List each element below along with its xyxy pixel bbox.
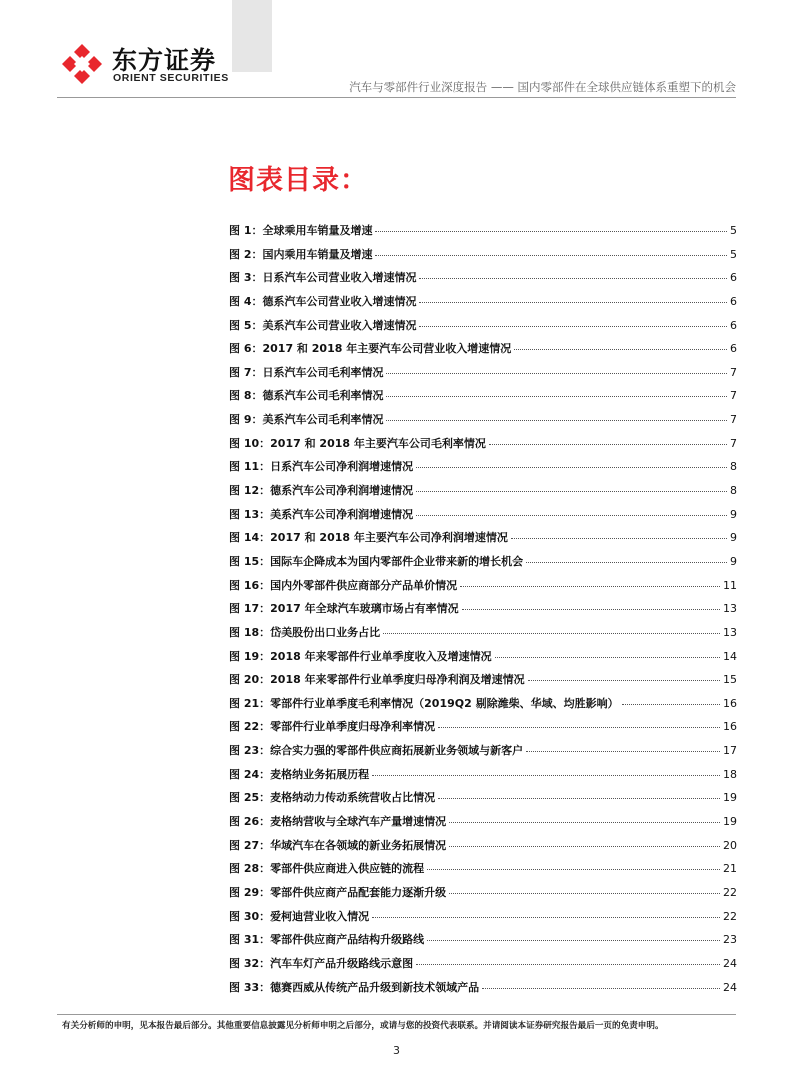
toc-entry-label: 图 9：美系汽车公司毛利率情况 xyxy=(229,413,384,427)
toc-entry-label: 图 27：华域汽车在各领域的新业务拓展情况 xyxy=(229,838,447,852)
toc-entry-label: 图 21：零部件行业单季度毛利率情况（2019Q2 剔除潍柴、华域、均胜影响） xyxy=(229,696,619,710)
toc-entry-page: 13 xyxy=(723,602,737,616)
toc-leader-dots xyxy=(386,395,727,397)
toc-entry-label: 图 19：2018 年来零部件行业单季度收入及增速情况 xyxy=(229,649,492,663)
toc-entry[interactable] xyxy=(229,671,737,695)
toc-entry-label: 图 3：日系汽车公司营业收入增速情况 xyxy=(229,271,417,285)
toc-entry-label: 图 5：美系汽车公司营业收入增速情况 xyxy=(229,318,417,332)
toc-entry-label: 图 2：国内乘用车销量及增速 xyxy=(229,247,373,261)
toc-entry-label: 图 6：2017 和 2018 年主要汽车公司营业收入增速情况 xyxy=(229,342,512,356)
toc-entry-label: 图 31：零部件供应商产品结构升级路线 xyxy=(229,933,425,947)
page-title: 图表目录： xyxy=(228,165,368,196)
toc-entry-page: 13 xyxy=(723,625,737,639)
toc-entry-label: 图 15：国际车企降成本为国内零部件企业带来新的增长机会 xyxy=(229,554,524,568)
toc-entry-page: 24 xyxy=(723,956,737,970)
toc-leader-dots xyxy=(449,845,720,847)
toc-entry[interactable] xyxy=(229,648,737,672)
toc-entry[interactable] xyxy=(229,931,737,955)
toc-entry[interactable] xyxy=(229,979,737,1003)
toc-entry-label: 图 17：2017 年全球汽车玻璃市场占有率情况 xyxy=(229,602,459,616)
footer-divider xyxy=(57,1014,736,1015)
toc-entry-label: 图 11：日系汽车公司净利润增速情况 xyxy=(229,460,414,474)
toc-leader-dots xyxy=(419,301,727,303)
page-number: 3 xyxy=(393,1044,400,1057)
toc-entry-page: 19 xyxy=(723,815,737,829)
toc-entry-label: 图 12：德系汽车公司净利润增速情况 xyxy=(229,484,414,498)
toc-leader-dots xyxy=(528,679,720,681)
toc-leader-dots xyxy=(460,585,720,587)
toc-leader-dots xyxy=(416,466,727,468)
toc-entry[interactable] xyxy=(229,553,737,577)
toc-entry[interactable] xyxy=(229,884,737,908)
toc-entry[interactable] xyxy=(229,577,737,601)
toc-entry-label: 图 25：麦格纳动力传动系统营收占比情况 xyxy=(229,791,436,805)
toc-entry-label: 图 10：2017 和 2018 年主要汽车公司毛利率情况 xyxy=(229,436,486,450)
toc-entry-label: 图 4：德系汽车公司营业收入增速情况 xyxy=(229,294,417,308)
footer-disclaimer: 有关分析师的申明，见本报告最后部分。其他重要信息披露见分析师申明之后部分，或请与您的投资代表联系。并请阅读本证券研究报告最后一页的免责申明。 xyxy=(62,1021,664,1031)
toc-entry[interactable] xyxy=(229,458,737,482)
toc-entry[interactable] xyxy=(229,269,737,293)
toc-leader-dots xyxy=(622,703,720,705)
toc-leader-dots xyxy=(386,372,727,374)
header-divider xyxy=(57,97,736,98)
toc-leader-dots xyxy=(526,561,727,563)
toc-entry-page: 5 xyxy=(730,247,737,261)
toc-entry-label: 图 18：岱美股份出口业务占比 xyxy=(229,625,381,639)
toc-leader-dots xyxy=(383,632,720,634)
toc-leader-dots xyxy=(489,443,727,445)
toc-entry-page: 8 xyxy=(730,484,737,498)
toc-entry-label: 图 30：爱柯迪营业收入情况 xyxy=(229,909,370,923)
toc-entry-page: 7 xyxy=(730,436,737,450)
toc-entry-page: 9 xyxy=(730,507,737,521)
toc-entry-page: 18 xyxy=(723,767,737,781)
toc-entry-label: 图 23：综合实力强的零部件供应商拓展新业务领域与新客户 xyxy=(229,744,524,758)
toc-leader-dots xyxy=(427,939,720,941)
toc-entry-page: 9 xyxy=(730,554,737,568)
toc-leader-dots xyxy=(419,277,727,279)
report-header-title: 汽车与零部件行业深度报告 —— 国内零部件在全球供应链体系重塑下的机会 xyxy=(349,80,736,94)
toc-entry[interactable] xyxy=(229,246,737,270)
toc-entry-page: 19 xyxy=(723,791,737,805)
toc-entry-page: 6 xyxy=(730,342,737,356)
toc-entry-page: 9 xyxy=(730,531,737,545)
toc-entry-label: 图 7：日系汽车公司毛利率情况 xyxy=(229,365,384,379)
toc-entry-label: 图 8：德系汽车公司毛利率情况 xyxy=(229,389,384,403)
toc-leader-dots xyxy=(462,608,720,610)
toc-entry-page: 6 xyxy=(730,318,737,332)
toc-leader-dots xyxy=(416,514,727,516)
toc-leader-dots xyxy=(372,774,720,776)
toc-entry-page: 20 xyxy=(723,838,737,852)
toc-entry[interactable] xyxy=(229,860,737,884)
toc-leader-dots xyxy=(416,963,720,965)
toc-leader-dots xyxy=(526,750,720,752)
toc-entry-label: 图 22：零部件行业单季度归母净利率情况 xyxy=(229,720,436,734)
toc-entry-label: 图 29：零部件供应商产品配套能力逐渐升级 xyxy=(229,885,447,899)
toc-entry[interactable] xyxy=(229,600,737,624)
figure-table-of-contents xyxy=(229,222,737,1002)
toc-entry[interactable] xyxy=(229,387,737,411)
toc-entry-page: 5 xyxy=(730,224,737,237)
toc-entry-label: 图 28：零部件供应商进入供应链的流程 xyxy=(229,862,425,876)
toc-leader-dots xyxy=(386,419,727,421)
toc-entry-page: 21 xyxy=(723,862,737,876)
toc-entry-page: 8 xyxy=(730,460,737,474)
toc-leader-dots xyxy=(495,656,720,658)
header-accent-block xyxy=(232,0,272,72)
toc-leader-dots xyxy=(375,254,727,256)
toc-entry[interactable] xyxy=(229,718,737,742)
toc-entry[interactable] xyxy=(229,955,737,979)
toc-entry-page: 15 xyxy=(723,673,737,687)
toc-leader-dots xyxy=(514,348,727,350)
logo-english-text: ORIENT SECURITIES xyxy=(113,72,229,84)
company-logo xyxy=(60,40,230,90)
toc-entry[interactable] xyxy=(229,411,737,435)
toc-leader-dots xyxy=(375,230,727,232)
toc-entry-page: 6 xyxy=(730,271,737,285)
toc-leader-dots xyxy=(511,537,727,539)
toc-entry-label: 图 13：美系汽车公司净利润增速情况 xyxy=(229,507,414,521)
toc-entry[interactable] xyxy=(229,813,737,837)
toc-leader-dots xyxy=(449,821,720,823)
toc-leader-dots xyxy=(449,892,720,894)
toc-entry-page: 22 xyxy=(723,909,737,923)
toc-entry-page: 22 xyxy=(723,885,737,899)
toc-entry-label: 图 1：全球乘用车销量及增速 xyxy=(229,224,373,237)
toc-entry[interactable] xyxy=(229,766,737,790)
logo-chinese-text: 东方证券 xyxy=(112,46,217,75)
toc-entry-label: 图 32：汽车车灯产品升级路线示意图 xyxy=(229,956,414,970)
toc-entry[interactable] xyxy=(229,222,737,246)
toc-entry[interactable] xyxy=(229,482,737,506)
toc-entry-label: 图 20：2018 年来零部件行业单季度归母净利润及增速情况 xyxy=(229,673,525,687)
toc-entry-page: 7 xyxy=(730,365,737,379)
toc-leader-dots xyxy=(438,797,720,799)
toc-entry-page: 16 xyxy=(723,696,737,710)
toc-entry[interactable] xyxy=(229,789,737,813)
toc-leader-dots xyxy=(416,490,727,492)
toc-entry[interactable] xyxy=(229,435,737,459)
toc-entry[interactable] xyxy=(229,364,737,388)
toc-entry-page: 7 xyxy=(730,389,737,403)
toc-entry-label: 图 14：2017 和 2018 年主要汽车公司净利润增速情况 xyxy=(229,531,508,545)
toc-entry[interactable] xyxy=(229,506,737,530)
toc-leader-dots xyxy=(419,325,727,327)
toc-leader-dots xyxy=(427,868,720,870)
toc-entry[interactable] xyxy=(229,624,737,648)
toc-entry[interactable] xyxy=(229,340,737,364)
orient-securities-logo-icon xyxy=(60,42,104,86)
toc-entry[interactable] xyxy=(229,317,737,341)
toc-leader-dots xyxy=(372,916,720,918)
toc-entry-page: 24 xyxy=(723,980,737,994)
toc-entry-label: 图 26：麦格纳营收与全球汽车产量增速情况 xyxy=(229,815,447,829)
toc-entry-page: 16 xyxy=(723,720,737,734)
toc-entry[interactable] xyxy=(229,293,737,317)
toc-entry-page: 11 xyxy=(723,578,737,592)
toc-entry[interactable] xyxy=(229,695,737,719)
toc-entry-label: 图 16：国内外零部件供应商部分产品单价情况 xyxy=(229,578,458,592)
toc-entry[interactable] xyxy=(229,529,737,553)
toc-entry-label: 图 24：麦格纳业务拓展历程 xyxy=(229,767,370,781)
toc-entry[interactable] xyxy=(229,742,737,766)
toc-leader-dots xyxy=(438,726,720,728)
toc-entry-page: 14 xyxy=(723,649,737,663)
toc-entry-page: 6 xyxy=(730,294,737,308)
toc-entry[interactable] xyxy=(229,908,737,932)
toc-entry-label: 图 33：德赛西威从传统产品升级到新技术领域产品 xyxy=(229,980,480,994)
toc-entry[interactable] xyxy=(229,837,737,861)
toc-entry-page: 17 xyxy=(723,744,737,758)
toc-entry-page: 7 xyxy=(730,413,737,427)
toc-leader-dots xyxy=(482,987,720,989)
toc-entry-page: 23 xyxy=(723,933,737,947)
